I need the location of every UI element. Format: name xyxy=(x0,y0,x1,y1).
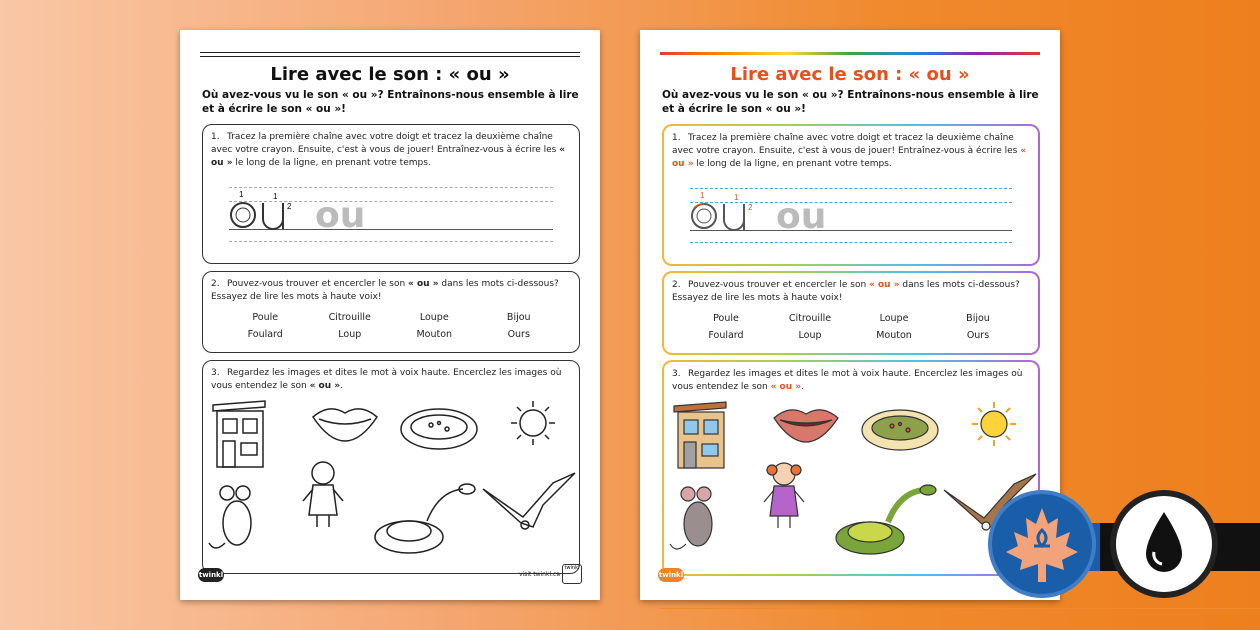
snake-picture[interactable] xyxy=(375,484,475,553)
question-text-part: . xyxy=(801,382,804,392)
sound-highlight: « ou » xyxy=(211,145,566,168)
question-3-box xyxy=(202,360,580,574)
sound-highlight: « ou » xyxy=(770,382,802,392)
doll-picture[interactable] xyxy=(764,463,804,528)
worksheet-intro: Où avez-vous vu le son « ou »? Entraînons-nous ensemble à lire et à écrire le son « ou »! xyxy=(662,89,1039,115)
ink-drop-icon xyxy=(1116,496,1212,592)
writing-guide-line xyxy=(229,241,553,242)
worksheet-intro: Où avez-vous vu le son « ou »? Entraînons-nous ensemble à lire et à écrire le son « ou »! xyxy=(202,89,579,115)
snake-picture[interactable] xyxy=(836,485,936,554)
worksheet-bw xyxy=(180,30,600,600)
picture-grid xyxy=(664,398,1040,574)
question-text-part: Tracez la première chaîne avec votre doigt et tracez la deuxième chaîne avec votre crayon. Ensuite, c'est à vous de jouer! Entraînez-vous à écrire les xyxy=(672,133,1021,156)
question-number: 3. xyxy=(672,369,681,379)
question-3-box xyxy=(662,360,1040,576)
trace-word: ou xyxy=(776,196,827,234)
word[interactable]: Loupe xyxy=(879,313,909,324)
word-list xyxy=(684,313,1020,341)
mouth-picture[interactable] xyxy=(774,410,838,442)
question-text-part: le long de la ligne, en prenant votre temps. xyxy=(232,158,431,168)
question-text-part: Pouvez-vous trouver et encercler le son xyxy=(227,279,409,289)
bird-picture[interactable] xyxy=(483,473,575,529)
question-number: 3. xyxy=(211,368,220,378)
sun-picture[interactable] xyxy=(972,402,1016,446)
word[interactable]: Loup xyxy=(798,330,822,341)
house-picture[interactable] xyxy=(213,401,265,467)
mouth-picture[interactable] xyxy=(313,409,377,441)
trace-letters xyxy=(227,187,427,233)
footer-url: visit twinkl.ca xyxy=(518,571,560,578)
stroke-number: 2 xyxy=(748,203,753,212)
trace-word: ou xyxy=(315,195,366,233)
word-list xyxy=(223,312,561,340)
stroke-number: 2 xyxy=(287,202,292,211)
question-3-text xyxy=(672,368,1028,394)
question-2-text xyxy=(672,279,1028,305)
question-number: 1. xyxy=(672,133,681,143)
question-1-text xyxy=(672,132,1028,171)
question-text-part: Tracez la première chaîne avec votre doigt et tracez la deuxième chaîne avec votre crayon. Ensuite, c'est à vous de jouer! Entraînez-vous à écrire les xyxy=(211,132,560,155)
sound-highlight: « ou » xyxy=(672,146,1027,169)
twinkl-logo: twinkl xyxy=(658,568,684,582)
sound-highlight: « ou » xyxy=(309,381,341,391)
sound-highlight: « ou » xyxy=(869,280,900,290)
question-2-box xyxy=(202,271,580,353)
question-number: 2. xyxy=(211,279,220,289)
word[interactable]: Poule xyxy=(252,312,279,323)
stroke-number: 1 xyxy=(700,191,705,200)
word[interactable]: Loup xyxy=(338,329,362,340)
word[interactable]: Bijou xyxy=(506,312,531,323)
maple-leaf-icon xyxy=(992,494,1092,594)
sound-highlight: « ou » xyxy=(408,279,439,289)
question-1-box xyxy=(662,124,1040,266)
house-picture[interactable] xyxy=(674,402,726,468)
worksheet-title: Lire avec le son : « ou » xyxy=(730,64,970,85)
question-text-part: Regardez les images et dites le mot à voix haute. Encerclez les images où vous entendez le son xyxy=(211,368,562,391)
question-1-box xyxy=(202,124,580,264)
doll-picture[interactable] xyxy=(303,462,343,527)
stroke-number: 1 xyxy=(239,190,244,199)
word[interactable]: Bijou xyxy=(966,313,990,324)
title-rule xyxy=(200,52,580,57)
footer-badge: twinkl xyxy=(562,564,582,584)
soup-picture[interactable] xyxy=(401,409,477,449)
trace-letters xyxy=(688,188,888,234)
mouse-picture[interactable] xyxy=(670,487,712,549)
worksheet-title: Lire avec le son : « ou » xyxy=(270,64,510,85)
question-2-box xyxy=(662,271,1040,355)
word[interactable]: Ours xyxy=(507,329,530,340)
word[interactable]: Foulard xyxy=(708,330,744,341)
question-text-part: Pouvez-vous trouver et encercler le son xyxy=(688,280,870,290)
word[interactable]: Citrouille xyxy=(788,313,832,324)
sun-picture[interactable] xyxy=(511,401,555,445)
word[interactable]: Loupe xyxy=(419,312,449,323)
stroke-number: 1 xyxy=(734,193,739,202)
word[interactable]: Mouton xyxy=(416,329,453,340)
question-1-text xyxy=(211,131,569,170)
stroke-number: 1 xyxy=(273,192,278,201)
word[interactable]: Mouton xyxy=(876,330,912,341)
question-3-text xyxy=(211,367,569,393)
question-2-text xyxy=(211,278,569,304)
question-number: 1. xyxy=(211,132,220,142)
question-text-part: dans les mots ci-dessous? Essayez de lire les mots à haute voix! xyxy=(211,279,559,302)
footer-rule xyxy=(660,608,1260,609)
twinkl-logo: twinkl xyxy=(198,568,224,582)
question-text-part: Regardez les images et dites le mot à voix haute. Encerclez les images où vous entendez le son xyxy=(672,369,1023,392)
ink-drop-badge xyxy=(1110,490,1218,598)
picture-grid xyxy=(203,397,579,573)
question-number: 2. xyxy=(672,280,681,290)
question-text-part: dans les mots ci-dessous? Essayez de lire les mots à haute voix! xyxy=(672,280,1020,303)
maple-leaf-badge xyxy=(988,490,1096,598)
word[interactable]: Citrouille xyxy=(328,312,371,323)
title-rule xyxy=(660,52,1040,55)
question-text-part: . xyxy=(340,381,343,391)
word[interactable]: Poule xyxy=(713,313,739,324)
word[interactable]: Foulard xyxy=(247,329,283,340)
mouse-picture[interactable] xyxy=(209,486,251,548)
question-text-part: le long de la ligne, en prenant votre temps. xyxy=(693,159,892,169)
soup-picture[interactable] xyxy=(862,410,938,450)
writing-guide-line xyxy=(690,242,1012,243)
word[interactable]: Ours xyxy=(966,330,990,341)
